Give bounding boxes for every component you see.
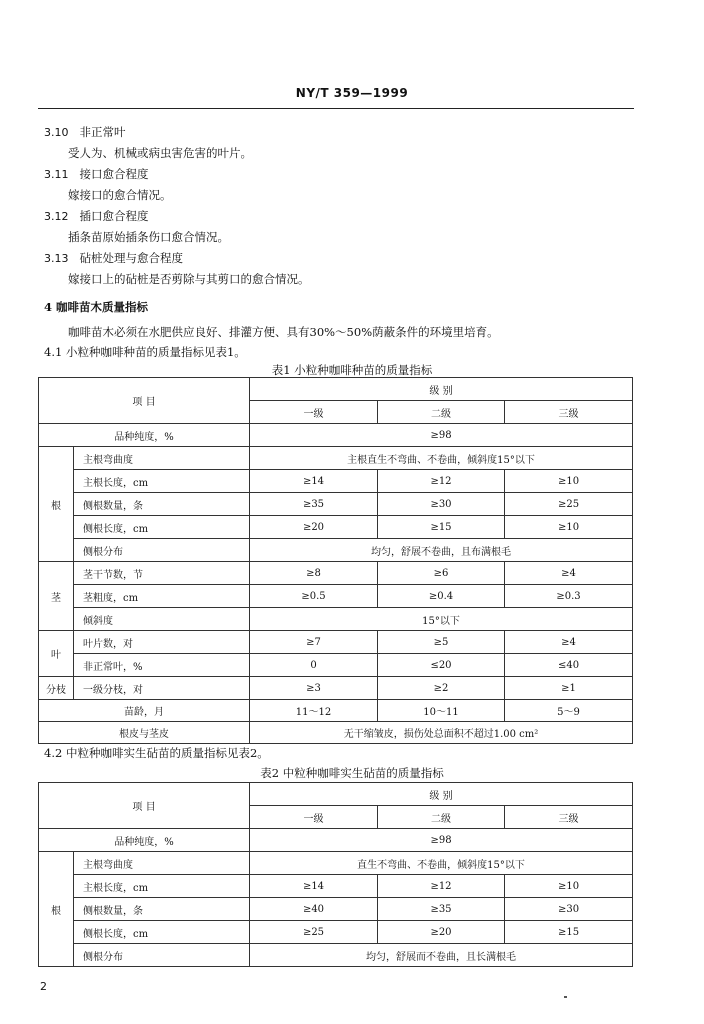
section-3-11-desc: 嫁接口的愈合情况。 — [68, 188, 172, 202]
grade-2-header: 二级 — [378, 806, 505, 829]
grade-3-header: 三级 — [505, 806, 633, 829]
table-row — [39, 608, 633, 631]
cell-grade-1: ≥14 — [250, 875, 378, 898]
row-label: 茎粗度，cm — [74, 585, 250, 608]
section-number: 3.10 — [44, 126, 69, 139]
section-title: 砧桩处理与愈合程度 — [79, 251, 183, 265]
standard-code-header: NY/T 359—1999 — [295, 86, 409, 100]
cell-grade-3: ≥4 — [505, 631, 633, 654]
row-label: 侧根分布 — [74, 539, 250, 562]
bark-label: 根皮与茎皮 — [39, 722, 250, 744]
row-label: 茎干节数，节 — [74, 562, 250, 585]
row-label: 一级分枝，对 — [74, 677, 250, 700]
section-3-12-heading — [44, 208, 148, 224]
scan-speck — [564, 996, 567, 998]
purity-value: ≥98 — [250, 424, 633, 447]
merged-value: 均匀，舒展不卷曲，且布满根毛 — [250, 539, 633, 562]
cell-grade-3: ≥10 — [505, 470, 633, 493]
table-row — [39, 654, 633, 677]
cell-grade-3: ≥1 — [505, 677, 633, 700]
section-title: 非正常叶 — [79, 125, 126, 139]
merged-value: 直生不弯曲、不卷曲，倾斜度15°以下 — [250, 852, 633, 875]
cell-grade-2: ≥35 — [378, 898, 505, 921]
grade-3-header: 三级 — [505, 401, 633, 424]
cell-grade-2: ≥0.4 — [378, 585, 505, 608]
grade-2-header: 二级 — [378, 401, 505, 424]
section-number: 3.12 — [44, 210, 69, 223]
row-label: 非正常叶，% — [74, 654, 250, 677]
table-row — [39, 944, 633, 967]
header-rule — [38, 108, 634, 109]
table-row — [39, 875, 633, 898]
section-4-2-text: 4.2 中粒种咖啡实生砧苗的质量指标见表2。 — [44, 746, 269, 760]
cell-grade-3: ≥30 — [505, 898, 633, 921]
row-label: 主根弯曲度 — [74, 852, 250, 875]
item-header: 项 目 — [39, 783, 250, 829]
stem-group-label: 茎 — [39, 562, 74, 631]
table-row — [39, 493, 633, 516]
table-row — [39, 677, 633, 700]
root-group-label: 根 — [39, 447, 74, 562]
merged-value: 15°以下 — [250, 608, 633, 631]
table-row — [39, 470, 633, 493]
cell-grade-2: ≥2 — [378, 677, 505, 700]
cell-grade-1: 11～12 — [250, 700, 378, 722]
table2-caption: 表2 中粒种咖啡实生砧苗的质量指标 — [260, 766, 444, 780]
row-label: 侧根数量，条 — [74, 898, 250, 921]
cell-grade-3: ≥10 — [505, 516, 633, 539]
section-3-10-desc: 受人为、机械或病虫害危害的叶片。 — [68, 146, 252, 160]
cell-grade-2: ≥20 — [378, 921, 505, 944]
cell-grade-3: ≥4 — [505, 562, 633, 585]
purity-label: 品种纯度，% — [39, 829, 250, 852]
cell-grade-2: ≥6 — [378, 562, 505, 585]
row-label: 倾斜度 — [74, 608, 250, 631]
table-row — [39, 424, 633, 447]
table-row — [39, 700, 633, 722]
cell-grade-2: ≥30 — [378, 493, 505, 516]
section-4-intro: 咖啡苗木必须在水肥供应良好、排灌方便、具有30%～50%荫蔽条件的环境里培育。 — [68, 325, 499, 339]
grade-1-header: 一级 — [250, 806, 378, 829]
cell-grade-2: 10～11 — [378, 700, 505, 722]
section-3-13-heading — [44, 250, 183, 266]
table-row — [39, 783, 633, 806]
grade-header: 级 别 — [250, 378, 633, 401]
grade-header: 级 别 — [250, 783, 633, 806]
cell-grade-1: ≥20 — [250, 516, 378, 539]
table-row — [39, 585, 633, 608]
merged-value: 均匀，舒展而不卷曲，且长满根毛 — [250, 944, 633, 967]
row-label: 主根长度，cm — [74, 875, 250, 898]
section-3-11-heading — [44, 166, 148, 182]
cell-grade-3: ≥25 — [505, 493, 633, 516]
section-4-1-text: 4.1 小粒种咖啡种苗的质量指标见表1。 — [44, 345, 246, 359]
section-3-13-desc: 嫁接口上的砧桩是否剪除与其剪口的愈合情况。 — [68, 272, 310, 286]
grade-1-header: 一级 — [250, 401, 378, 424]
row-label: 叶片数，对 — [74, 631, 250, 654]
table-row — [39, 447, 633, 470]
table-row — [39, 631, 633, 654]
table2 — [38, 782, 633, 967]
age-label: 苗龄，月 — [39, 700, 250, 722]
table-row — [39, 921, 633, 944]
section-3-12-desc: 插条苗原始插条伤口愈合情况。 — [68, 230, 229, 244]
page-number: 2 — [40, 980, 47, 993]
row-label: 侧根数量，条 — [74, 493, 250, 516]
table-row — [39, 539, 633, 562]
merged-value: 无干缩皱皮，损伤处总面积不超过1.00 cm² — [250, 722, 633, 744]
cell-grade-1: ≥40 — [250, 898, 378, 921]
leaf-group-label: 叶 — [39, 631, 74, 677]
table-row — [39, 898, 633, 921]
row-label: 侧根分布 — [74, 944, 250, 967]
cell-grade-1: ≥14 — [250, 470, 378, 493]
table-row — [39, 852, 633, 875]
table-row — [39, 829, 633, 852]
branch-group-label: 分枝 — [39, 677, 74, 700]
section-title: 接口愈合程度 — [79, 167, 149, 181]
root-group-label: 根 — [39, 852, 74, 967]
cell-grade-1: ≥0.5 — [250, 585, 378, 608]
table-row — [39, 378, 633, 401]
item-header: 项 目 — [39, 378, 250, 424]
table-row — [39, 562, 633, 585]
cell-grade-2: ≥12 — [378, 875, 505, 898]
cell-grade-2: ≥12 — [378, 470, 505, 493]
cell-grade-1: ≥3 — [250, 677, 378, 700]
cell-grade-3: ≥0.3 — [505, 585, 633, 608]
cell-grade-1: ≥35 — [250, 493, 378, 516]
section-number: 3.11 — [44, 168, 69, 181]
table1 — [38, 377, 633, 744]
section-number: 3.13 — [44, 252, 69, 265]
cell-grade-1: ≥25 — [250, 921, 378, 944]
section-4-heading: 4 咖啡苗木质量指标 — [44, 300, 149, 314]
cell-grade-3: ≤40 — [505, 654, 633, 677]
cell-grade-3: 5～9 — [505, 700, 633, 722]
cell-grade-1: ≥7 — [250, 631, 378, 654]
table-row — [39, 722, 633, 744]
cell-grade-2: ≥5 — [378, 631, 505, 654]
merged-value: 主根直生不弯曲、不卷曲，倾斜度15°以下 — [250, 447, 633, 470]
row-label: 主根长度，cm — [74, 470, 250, 493]
purity-value: ≥98 — [250, 829, 633, 852]
table1-caption: 表1 小粒种咖啡种苗的质量指标 — [271, 363, 433, 377]
row-label: 侧根长度，cm — [74, 921, 250, 944]
table-row — [39, 516, 633, 539]
cell-grade-2: ≥15 — [378, 516, 505, 539]
row-label: 侧根长度，cm — [74, 516, 250, 539]
cell-grade-3: ≥15 — [505, 921, 633, 944]
cell-grade-1: 0 — [250, 654, 378, 677]
cell-grade-3: ≥10 — [505, 875, 633, 898]
row-label: 主根弯曲度 — [74, 447, 250, 470]
section-title: 插口愈合程度 — [79, 209, 149, 223]
cell-grade-2: ≤20 — [378, 654, 505, 677]
section-3-10-heading — [44, 124, 125, 140]
purity-label: 品种纯度，% — [39, 424, 250, 447]
cell-grade-1: ≥8 — [250, 562, 378, 585]
